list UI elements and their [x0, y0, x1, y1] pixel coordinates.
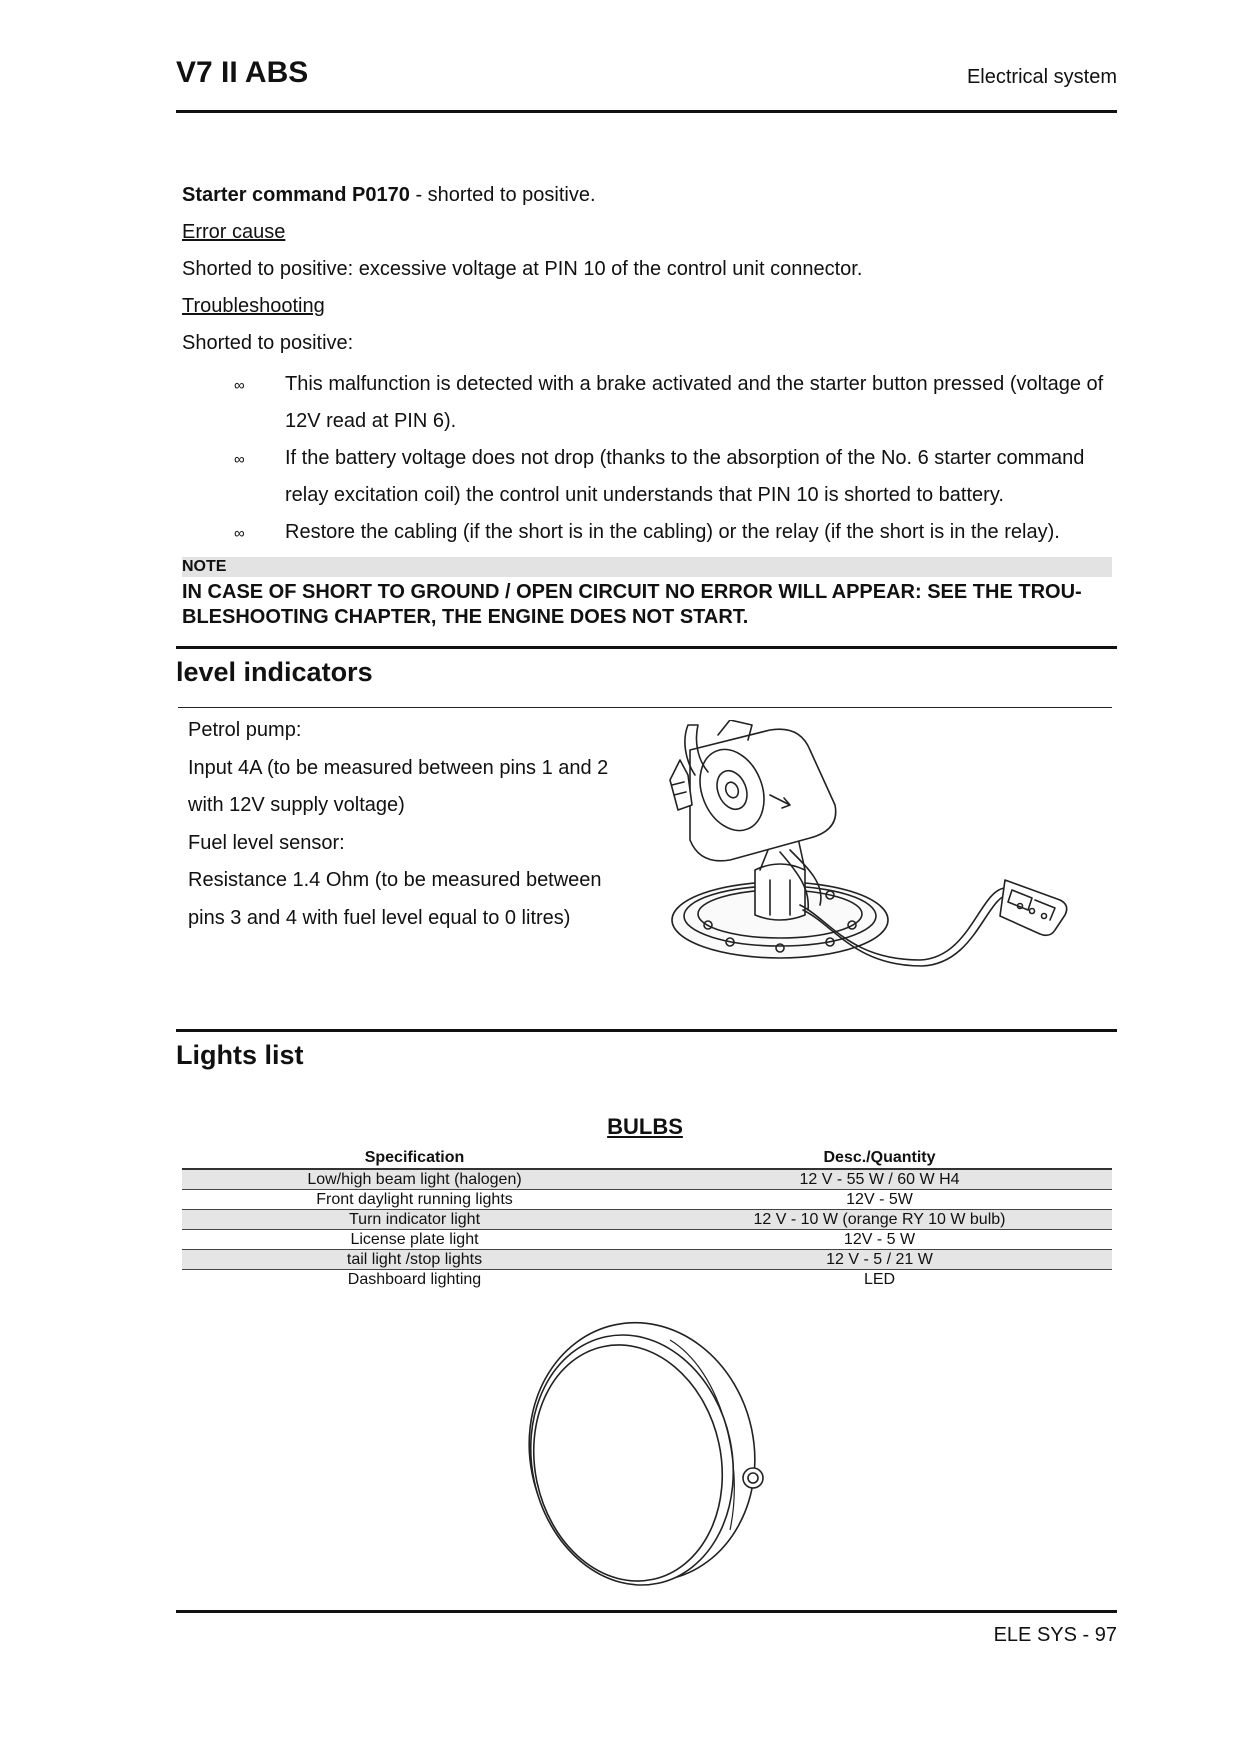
- header-rule: [176, 110, 1117, 113]
- table-row: [182, 1169, 1112, 1190]
- table-cell: License plate light: [182, 1230, 647, 1250]
- table-cell: LED: [863, 1270, 896, 1288]
- level-indicators-text: [188, 712, 648, 937]
- bullet-item: Restore the cabling (if the short is in the cabling) or the relay (if the short is in the relay).: [285, 521, 1060, 543]
- fuel-sensor-resistance: Resistance 1.4 Ohm (to be measured between: [188, 869, 602, 891]
- section-rule: [176, 646, 1117, 649]
- troubleshooting-label: Troubleshooting: [182, 295, 325, 317]
- table-cell: Dashboard lighting: [347, 1270, 482, 1288]
- document-model-title: V7 II ABS: [176, 56, 309, 89]
- fuel-sensor-condition: pins 3 and 4 with fuel level equal to 0 litres): [188, 906, 571, 929]
- bullet-symbol: ∞: [234, 451, 245, 468]
- table-row: [182, 1270, 1112, 1290]
- petrol-pump-label: Petrol pump:: [188, 719, 302, 741]
- column-header-specification: Specification: [182, 1148, 647, 1169]
- starter-command-code: Starter command P0170: [182, 184, 410, 206]
- level-indicators-rule: [178, 707, 1112, 708]
- table-row: [182, 1250, 1112, 1270]
- petrol-pump-input: Input 4A (to be measured between pins 1 and 2: [188, 756, 609, 779]
- note-label: NOTE: [182, 558, 227, 575]
- fuel-sensor-label: Fuel level sensor:: [188, 831, 345, 854]
- bullet-item: This malfunction is detected with a brake activated and the starter button pressed (voltage of 12V read at PIN 6).: [285, 373, 1104, 432]
- table-cell: Low/high beam light (halogen): [182, 1169, 647, 1190]
- table-cell: tail light /stop lights: [182, 1250, 647, 1270]
- column-header-desc-quantity: Desc./Quantity: [647, 1148, 1112, 1169]
- table-cell: 12V - 5W: [647, 1190, 1112, 1210]
- starter-command-condition: - shorted to positive.: [409, 184, 596, 206]
- table-row: [182, 1210, 1112, 1230]
- lights-list-heading: Lights list: [176, 1040, 304, 1070]
- bullet-item: If the battery voltage does not drop (thanks to the absorption of the No. 6 starter command relay excitation coil) the control unit understands that PIN 10 is shorted to battery.: [285, 447, 1085, 506]
- table-cell: Front daylight running lights: [182, 1190, 647, 1210]
- error-cause-text: Shorted to positive: excessive voltage at PIN 10 of the control unit connector.: [182, 258, 863, 280]
- footer-rule: [176, 1610, 1117, 1613]
- table-row: [182, 1230, 1112, 1250]
- note-text: IN CASE OF SHORT TO GROUND / OPEN CIRCUIT NO ERROR WILL APPEAR: SEE THE TROU-BLESHOOTING CHAPTER, THE ENGINE DOES NOT START.: [182, 581, 1082, 628]
- table-cell: 12 V - 55 W / 60 W H4: [647, 1169, 1112, 1190]
- bullet-symbol: ∞: [234, 525, 245, 542]
- page-number: ELE SYS - 97: [993, 1624, 1117, 1646]
- table-cell: 12 V - 10 W (orange RY 10 W bulb): [647, 1210, 1112, 1230]
- level-indicators-heading: level indicators: [176, 657, 373, 687]
- table-cell: 12 V - 5 / 21 W: [647, 1250, 1112, 1270]
- table-header-row: [182, 1148, 1112, 1169]
- note-bar: [182, 557, 1112, 577]
- table-cell: Turn indicator light: [182, 1210, 647, 1230]
- petrol-pump-voltage: with 12V supply voltage): [188, 794, 405, 816]
- section-rule: [176, 1029, 1117, 1032]
- starter-command-heading: [182, 183, 596, 207]
- bulbs-table: [182, 1148, 1112, 1289]
- headlight-illustration: [520, 1310, 770, 1595]
- bulbs-table-title: BULBS: [607, 1114, 683, 1139]
- table-cell: 12V - 5 W: [647, 1230, 1112, 1250]
- table-row: [182, 1190, 1112, 1210]
- bullet-symbol: ∞: [234, 377, 245, 394]
- section-name: Electrical system: [966, 66, 1117, 88]
- fuel-pump-illustration: [660, 720, 1100, 990]
- error-cause-label: Error cause: [182, 221, 286, 243]
- troubleshooting-intro: Shorted to positive:: [182, 332, 354, 354]
